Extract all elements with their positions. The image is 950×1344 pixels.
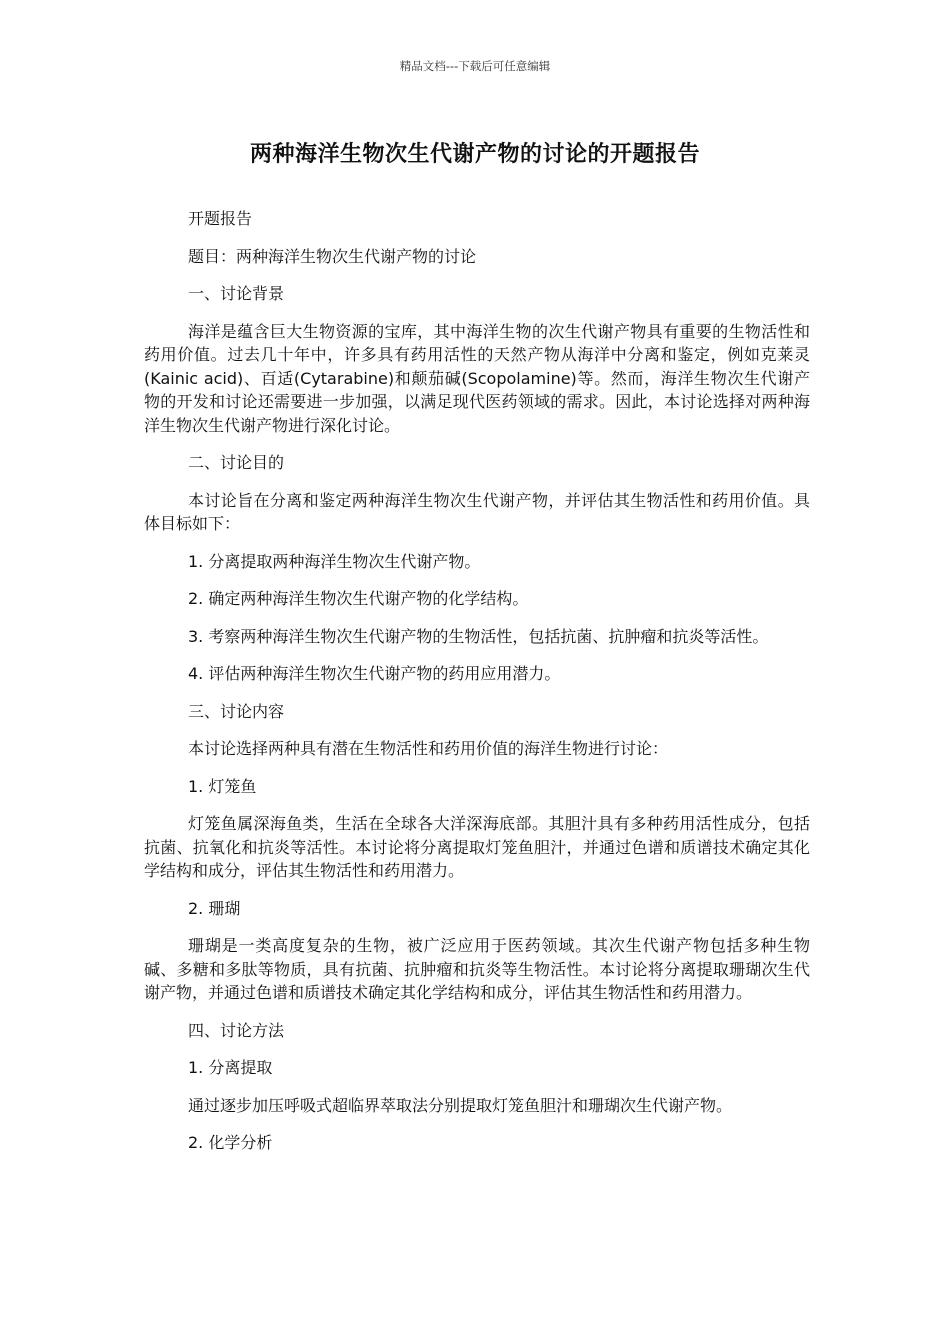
subheading-chemical-analysis: 2. 化学分析 [188, 1133, 273, 1152]
list-item-goal-4: 4. 评估两种海洋生物次生代谢产物的药用应用潜力。 [188, 664, 561, 683]
paragraph-lanternfish: 灯笼鱼属深海鱼类，生活在全球各大洋深海底部。其胆汁具有多种药用活性成分，包括抗菌、抗氧化和抗炎等活性。本讨论将分离提取灯笼鱼胆汁，并通过色谱和质谱技术确定其化学结构和成分，评估其生物活性和药用潜力。 [144, 814, 810, 880]
section-heading-background: 一、讨论背景 [188, 284, 285, 303]
document-title: 两种海洋生物次生代谢产物的讨论的开题报告 [249, 142, 700, 167]
list-item-goal-3: 3. 考察两种海洋生物次生代谢产物的生物活性，包括抗菌、抗肿瘤和抗炎等活性。 [188, 626, 769, 646]
section-heading-content: 三、讨论内容 [188, 701, 285, 721]
paragraph-background: 海洋是蕴含巨大生物资源的宝库，其中海洋生物的次生代谢产物具有重要的生物活性和药用价值。过去几十年中，许多具有药用活性的天然产物从海洋中分离和鉴定，例如克莱灵(Kainic acid)、百适(Cytarabine)和颠茄碱(Scopolamine)等。然而，海洋生物次生代谢产物的开发和讨论还需要进一步加强，以满足现代医药领域的需求。因此，本讨论选择对两种海洋生物次生代谢产物进行深化讨论。 [144, 321, 810, 435]
section-heading-methods: 四、讨论方法 [188, 1020, 285, 1040]
paragraph-topic: 题目：两种海洋生物次生代谢产物的讨论 [188, 246, 477, 266]
page-header-note: 精品文档---下载后可任意编辑 [399, 59, 551, 73]
paragraph-extraction: 通过逐步加压呼吸式超临界萃取法分别提取灯笼鱼胆汁和珊瑚次生代谢产物。 [188, 1095, 733, 1115]
document-body [144, 207, 810, 1169]
subheading-lanternfish: 1. 灯笼鱼 [188, 776, 257, 796]
list-item-goal-1: 1. 分离提取两种海洋生物次生代谢产物。 [188, 551, 481, 571]
paragraph-coral: 珊瑚是一类高度复杂的生物，被广泛应用于医药领域。其次生代谢产物包括多种生物碱、多糖和多肽等物质，具有抗菌、抗肿瘤和抗炎等生物活性。本讨论将分离提取珊瑚次生代谢产物，并通过色谱和质谱技术确定其化学结构和成分，评估其生物活性和药用潜力。 [144, 936, 810, 1002]
list-item-goal-2: 2. 确定两种海洋生物次生代谢产物的化学结构。 [188, 589, 529, 608]
section-heading-purpose: 二、讨论目的 [188, 453, 285, 472]
subheading-coral: 2. 珊瑚 [188, 898, 241, 918]
paragraph-content-intro: 本讨论选择两种具有潜在生物活性和药用价值的海洋生物进行讨论： [188, 739, 669, 758]
paragraph-report-label: 开题报告 [188, 209, 253, 228]
subheading-extraction: 1. 分离提取 [188, 1058, 273, 1077]
paragraph-purpose: 本讨论旨在分离和鉴定两种海洋生物次生代谢产物，并评估其生物活性和药用价值。具体目标如下： [144, 490, 810, 533]
